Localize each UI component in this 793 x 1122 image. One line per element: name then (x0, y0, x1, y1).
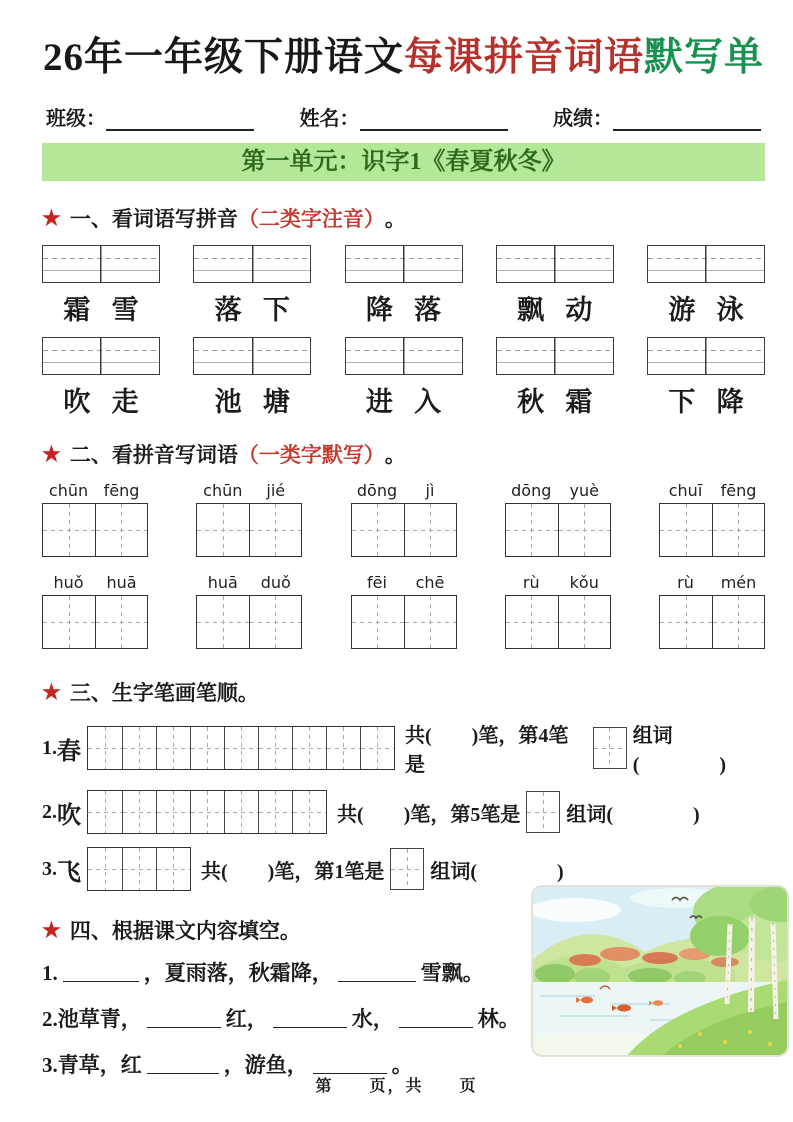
class-field (46, 102, 254, 131)
stroke-cell (326, 727, 360, 769)
pinyin-syllable: jì (425, 481, 435, 500)
stroke-order-row (42, 719, 765, 777)
page-footer: 第 页，共 页 (315, 1078, 478, 1095)
title-part-red: 每课拼音词语 (403, 36, 644, 79)
tianzige-cell (352, 504, 404, 556)
word-char: 霜 (565, 387, 593, 417)
word-write-item (351, 573, 457, 649)
star-icon: ★ (42, 679, 61, 704)
tianzige-cell (712, 504, 764, 556)
pinyin-four-line-box (193, 245, 311, 283)
word-char: 落 (214, 295, 242, 325)
word-write-item (659, 481, 765, 557)
score-blank-line (613, 109, 761, 131)
pinyin-four-line-box (647, 337, 765, 375)
pinyin-write-item (193, 245, 311, 327)
tianzige-box (42, 503, 148, 557)
tianzige-cell (712, 596, 764, 648)
pinyin-syllable: fēi (367, 573, 387, 592)
stroke-count-text: 共( )笔，第4笔是 (405, 725, 569, 776)
pinyin-syllable: fēng (103, 481, 140, 500)
line-text: 3.青草，红 (42, 1053, 142, 1077)
tianzige-box (351, 503, 457, 557)
tianzige-cell (43, 504, 95, 556)
word-char: 秋 (517, 387, 545, 417)
stroke-cell (258, 727, 292, 769)
word-char: 飘 (517, 295, 545, 325)
line-text: 林。 (477, 1007, 520, 1031)
fill-blank-line (42, 957, 562, 987)
word-char: 霜 (63, 295, 91, 325)
word-building-text: 组词( ) (430, 860, 564, 883)
pinyin-write-item (42, 245, 160, 327)
stroke-count-text: 共( )笔，第1笔是 (201, 860, 385, 883)
line-text: ，游鱼， (223, 1053, 308, 1077)
line-text: 1. (42, 961, 58, 985)
stroke-cell (122, 791, 156, 833)
word-write-item (196, 573, 302, 649)
item-number: 2. (42, 800, 57, 823)
section-3-heading (42, 677, 765, 707)
name-label: 姓名： (299, 108, 360, 130)
word-write-item (42, 573, 148, 649)
word-char: 雪 (111, 295, 139, 325)
stroke-cell (88, 791, 122, 833)
stroke-answer-box (526, 791, 560, 833)
word-write-item (659, 573, 765, 649)
student-info-row (46, 102, 761, 131)
fill-blank (313, 1055, 387, 1074)
section-2-heading-note: （一类字默写） (237, 443, 385, 467)
word-char: 泳 (716, 295, 744, 325)
tianzige-box (659, 503, 765, 557)
word-char: 动 (565, 295, 593, 325)
tianzige-cell (660, 504, 712, 556)
word-char: 降 (716, 387, 744, 417)
word-char: 走 (111, 387, 139, 417)
word-write-item (351, 481, 457, 557)
page-title (42, 26, 765, 82)
stroke-cell (292, 727, 326, 769)
pinyin-write-item (496, 245, 614, 327)
word-char: 进 (365, 387, 393, 417)
word-char: 入 (414, 387, 442, 417)
tianzige-cell (352, 596, 404, 648)
stroke-cell (190, 791, 224, 833)
section-1-heading-text: 一、看词语写拼音 (69, 207, 238, 231)
pinyin-syllable: kǒu (569, 573, 599, 592)
pinyin-syllable: rù (677, 573, 694, 592)
tianzige-box (351, 595, 457, 649)
tianzige-cell (404, 504, 456, 556)
section-3-heading-text: 三、生字笔画笔顺。 (69, 681, 259, 705)
pinyin-syllable: dōng (356, 481, 398, 500)
star-icon: ★ (42, 441, 61, 466)
word-write-item (42, 481, 148, 557)
section-2-heading-text: 二、看拼音写词语 (69, 443, 238, 467)
pinyin-four-line-box (42, 337, 160, 375)
tianzige-box (505, 503, 611, 557)
tianzige-cell (404, 596, 456, 648)
item-number: 3. (42, 857, 57, 880)
tianzige-cell (197, 596, 249, 648)
landscape-illustration (530, 884, 790, 1058)
item-number: 1. (42, 736, 57, 759)
pinyin-write-item (647, 337, 765, 419)
word-write-item (505, 573, 611, 649)
tianzige-box (196, 595, 302, 649)
stroke-cell (190, 727, 224, 769)
stroke-cell (292, 791, 326, 833)
stroke-count-text: 共( )笔，第5笔是 (337, 803, 521, 826)
word-write-row-1 (42, 481, 765, 557)
pinyin-syllable: huǒ (53, 573, 84, 592)
line-text: ，夏雨落，秋霜降， (143, 961, 333, 985)
stroke-cell (156, 791, 190, 833)
pinyin-syllable: fēng (720, 481, 757, 500)
class-blank-line (106, 109, 254, 131)
section-1-heading (42, 203, 765, 233)
line-text: 。 (391, 1053, 413, 1077)
fill-blank (63, 963, 139, 982)
pinyin-syllable: huā (207, 573, 238, 592)
line-text: 红， (225, 1007, 268, 1031)
word-char: 下 (668, 387, 696, 417)
tianzige-cell (506, 504, 558, 556)
pinyin-write-item (345, 337, 463, 419)
section-2-heading-period: 。 (384, 443, 406, 467)
class-label: 班级： (46, 108, 106, 130)
tianzige-cell (249, 596, 301, 648)
section-2-heading (42, 439, 765, 469)
pinyin-write-item (42, 337, 160, 419)
pinyin-write-item (647, 245, 765, 327)
word-char: 游 (668, 295, 696, 325)
stroke-order-grid (87, 790, 327, 834)
pinyin-four-line-box (345, 245, 463, 283)
pinyin-four-line-box (647, 245, 765, 283)
pinyin-four-line-box (496, 245, 614, 283)
name-blank-line (360, 109, 508, 131)
section-4-heading-text: 四、根据课文内容填空。 (69, 919, 301, 943)
line-text: 2.池草青， (42, 1007, 142, 1031)
title-part-black: 26年一年级下册语文 (42, 36, 404, 79)
stroke-order-row (42, 790, 765, 834)
word-write-row-2 (42, 573, 765, 649)
fill-blank-line (42, 1003, 562, 1033)
star-icon: ★ (42, 917, 61, 942)
stroke-cell (258, 791, 292, 833)
target-character: 吹 (57, 802, 81, 829)
tianzige-cell (95, 596, 147, 648)
tianzige-cell (558, 596, 610, 648)
target-character: 春 (57, 738, 81, 765)
pinyin-four-line-box (193, 337, 311, 375)
pinyin-syllable: huā (106, 573, 137, 592)
fill-blank (338, 963, 416, 982)
fill-blank (273, 1009, 347, 1028)
word-char: 下 (262, 295, 290, 325)
word-write-item (196, 481, 302, 557)
pinyin-syllable: chūn (48, 481, 89, 500)
score-label: 成绩： (553, 108, 613, 130)
tianzige-cell (43, 596, 95, 648)
pinyin-syllable: mén (720, 573, 757, 592)
stroke-cell (88, 848, 122, 890)
word-char: 吹 (63, 387, 91, 417)
line-text: 水， (351, 1007, 394, 1031)
pinyin-write-item (496, 337, 614, 419)
pinyin-write-item (193, 337, 311, 419)
target-character: 飞 (57, 859, 81, 886)
pinyin-syllable: dōng (511, 481, 552, 500)
name-field (300, 102, 508, 131)
pinyin-syllable: chē (415, 573, 445, 592)
pinyin-syllable: duǒ (260, 573, 291, 592)
stroke-cell (360, 727, 394, 769)
word-char: 落 (414, 295, 442, 325)
pinyin-four-line-box (42, 245, 160, 283)
word-char: 池 (214, 387, 242, 417)
stroke-answer-box (593, 727, 627, 769)
section-2 (42, 439, 765, 649)
section-1-heading-period: 。 (384, 207, 406, 231)
pinyin-write-row-2 (42, 337, 765, 419)
stroke-cell (122, 727, 156, 769)
word-char: 降 (365, 295, 393, 325)
tianzige-box (659, 595, 765, 649)
stroke-cell (156, 848, 190, 890)
fill-blank (399, 1009, 473, 1028)
pinyin-syllable: rù (522, 573, 540, 592)
pinyin-syllable: yuè (569, 481, 599, 500)
pinyin-four-line-box (496, 337, 614, 375)
section-3 (42, 677, 765, 891)
word-building-text: 组词( ) (632, 725, 727, 776)
stroke-cell (88, 727, 122, 769)
fill-blank (147, 1055, 219, 1074)
tianzige-box (42, 595, 148, 649)
word-write-item (505, 481, 611, 557)
stroke-order-grid (87, 726, 395, 770)
stroke-cell (224, 791, 258, 833)
stroke-answer-box (390, 848, 424, 890)
stroke-cell (224, 727, 258, 769)
pinyin-syllable: jié (266, 481, 286, 500)
tianzige-box (196, 503, 302, 557)
pinyin-syllable: chūn (203, 481, 243, 500)
word-char: 塘 (262, 387, 290, 417)
line-text: 雪飘。 (420, 961, 484, 985)
section-1 (42, 203, 765, 419)
tianzige-cell (558, 504, 610, 556)
stroke-cell (122, 848, 156, 890)
pinyin-write-row-1 (42, 245, 765, 327)
score-field (553, 102, 761, 131)
stroke-order-grid (87, 847, 191, 891)
star-icon: ★ (42, 205, 61, 230)
stroke-cell (156, 727, 190, 769)
fill-blank (147, 1009, 221, 1028)
tianzige-cell (197, 504, 249, 556)
section-1-heading-note: （二类字注音） (237, 207, 385, 231)
tianzige-cell (660, 596, 712, 648)
pinyin-four-line-box (345, 337, 463, 375)
pinyin-syllable: chuī (668, 481, 703, 500)
pinyin-write-item (345, 245, 463, 327)
tianzige-cell (249, 504, 301, 556)
tianzige-box (505, 595, 611, 649)
tianzige-cell (95, 504, 147, 556)
tianzige-cell (506, 596, 558, 648)
unit-banner: 第一单元：识字1《春夏秋冬》 (42, 143, 765, 181)
word-building-text: 组词( ) (566, 803, 700, 826)
title-part-green: 默写单 (644, 36, 765, 79)
